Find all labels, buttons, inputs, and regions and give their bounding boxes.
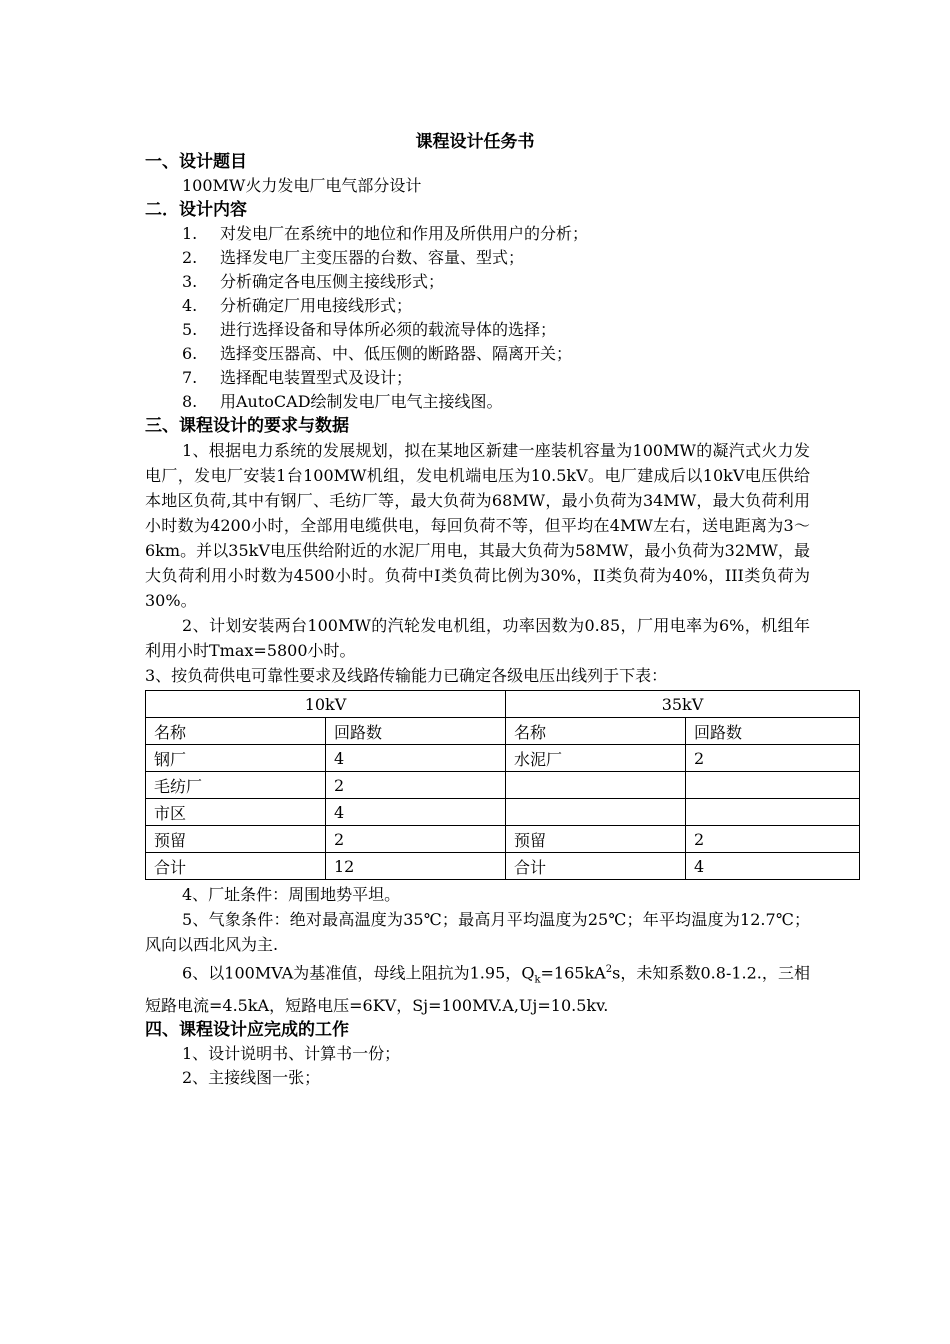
list-item: 1、设计说明书、计算书一份；: [182, 1043, 401, 1063]
column-header: 回路数: [686, 718, 860, 745]
outgoing-lines-table: [145, 690, 860, 880]
group-header-35kv: 35kV: [506, 691, 860, 718]
paragraph-5: 5、气象条件：绝对最高温度为35℃；最高月平均温度为25℃；年平均温度为12.7℃；风向以西北风为主.: [145, 910, 810, 954]
table-row: 市区 4: [146, 799, 860, 826]
column-header: 名称: [146, 718, 326, 745]
column-header: 回路数: [326, 718, 506, 745]
list-item: 8. 用AutoCAD绘制发电厂电气主接线图。: [182, 392, 503, 411]
list-item: 2、主接线图一张；: [182, 1067, 321, 1087]
paragraph-4: 4、厂址条件：周围地势平坦。: [182, 885, 401, 904]
content-list: [145, 222, 810, 414]
paragraph-3: 3、按负荷供电可靠性要求及线路传输能力已确定各级电压出线列于下表：: [145, 666, 668, 685]
list-item: 3. 分析确定各电压侧主接线形式；: [182, 272, 445, 291]
design-topic: 100MW火力发电厂电气部分设计: [182, 176, 422, 195]
table-row: 预留 2 预留 2: [146, 826, 860, 853]
list-item: 6. 选择变压器高、中、低压侧的断路器、隔离开关；: [182, 344, 573, 363]
paragraph-2: 2、计划安装两台100MW的汽轮发电机组，功率因数为0.85，厂用电率为6%，机组年利用小时Tmax=5800小时。: [145, 616, 810, 660]
table-row: 毛纺厂 2: [146, 772, 860, 799]
table-row: 钢厂 4 水泥厂 2: [146, 745, 860, 772]
document-title: 课程设计任务书: [415, 132, 535, 152]
list-item: 1. 对发电厂在系统中的地位和作用及所供用户的分析；: [182, 224, 589, 243]
list-item: 5. 进行选择设备和导体所必须的载流导体的选择；: [182, 320, 557, 339]
section-3-heading: 三、课程设计的要求与数据: [145, 416, 349, 436]
table-header-row: [146, 691, 860, 718]
section-1-heading: 一、设计题目: [145, 152, 247, 172]
list-item: 4. 分析确定厂用电接线形式；: [182, 296, 413, 315]
section-4-heading: 四、课程设计应完成的工作: [145, 1019, 349, 1040]
list-item: 2. 选择发电厂主变压器的台数、容量、型式；: [182, 248, 525, 267]
document-body: [145, 150, 810, 1090]
list-item: 7. 选择配电装置型式及设计；: [182, 368, 413, 387]
section-2-heading: 二．设计内容: [145, 200, 247, 220]
column-header: 名称: [506, 718, 686, 745]
paragraph-1: 1、根据电力系统的发展规划，拟在某地区新建一座装机容量为100MW的凝汽式火力发电厂，发电厂安装1台100MW机组，发电机端电压为10.5kV。电厂建成后以10kV电压供给本地区负荷,其中有钢厂、毛纺厂等，最大负荷为68MW，最小负荷为34MW，最大负荷利用小时数为4200小时，全部用电缆供电，每回负荷不等，但平均在4MW左右，送电距离为3～6km。并以35kV电压供给附近的水泥厂用电，其最大负荷为58MW，最小负荷为32MW，最大负荷利用小时数为4500小时。负荷中I类负荷比例为30%，II类负荷为40%，III类负荷为30%。: [145, 441, 810, 610]
table-column-row: [146, 718, 860, 745]
group-header-10kv: 10kV: [146, 691, 506, 718]
paragraph-6: 6、以100MVA为基准值，母线上阻抗为1.95，$Q_k=165kA^2s$，未知系数0.8-1.2.，三相短路电流=4.5kA，短路电压=6KV，Sj=100MV.A,Uj=10.5kv.: [145, 963, 810, 1015]
table-row: 合计 12 合计 4: [146, 853, 860, 880]
